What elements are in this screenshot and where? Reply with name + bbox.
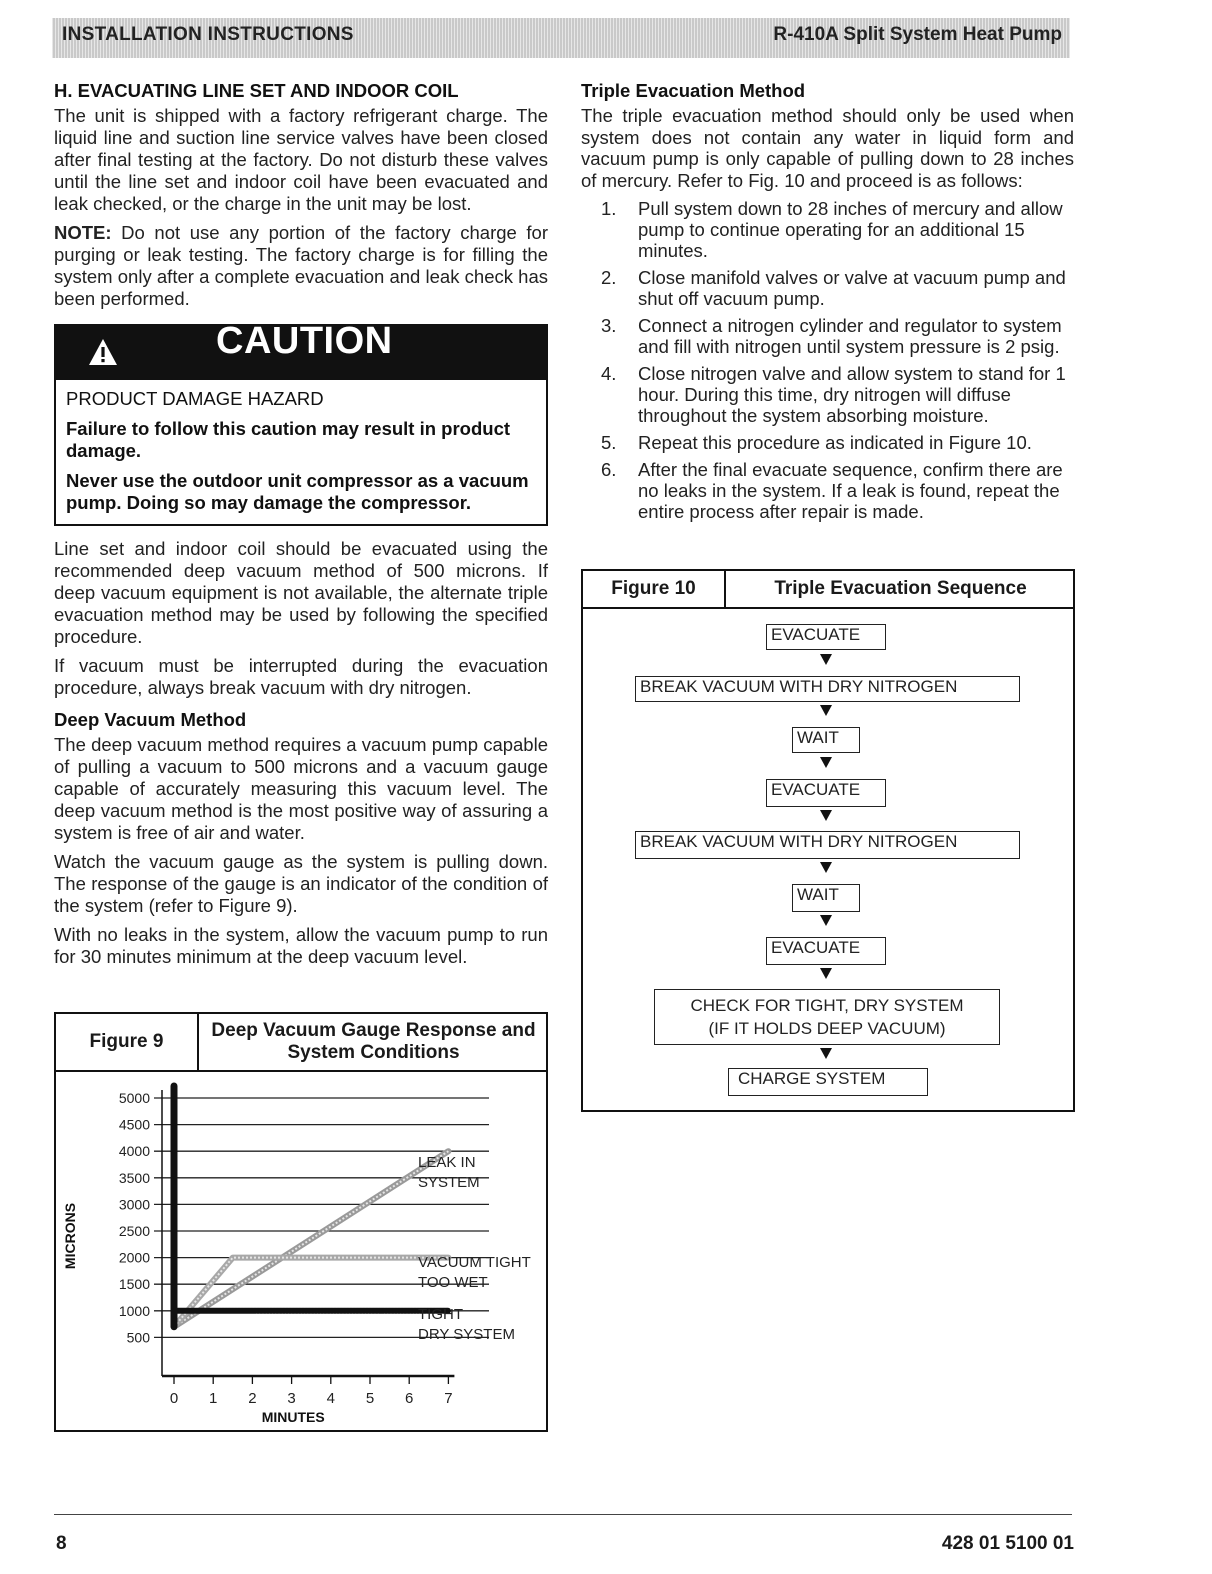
y-tick-label: 3500 xyxy=(118,1169,150,1186)
x-axis-title: MINUTES xyxy=(261,1409,325,1425)
note-paragraph xyxy=(54,222,548,310)
y-tick-label: 2500 xyxy=(118,1223,150,1239)
document-number: 428 01 5100 01 xyxy=(941,1533,1074,1554)
caution-line-2: Never use the outdoor unit compressor as a vacuum pump. Doing so may damage the compressor. xyxy=(66,470,529,513)
y-tick-label: 5000 xyxy=(118,1090,150,1106)
flow-arrow xyxy=(820,1048,832,1059)
figure-10-caption xyxy=(583,571,1073,609)
series-label: SYSTEM xyxy=(418,1174,480,1191)
flow-evacuate-3: EVACUATE xyxy=(766,937,886,965)
triple-intro: The triple evacuation method should only be used when system does not contain any water in liquid form and vacuum pump is only capable of pulling down to 28 inches of mercury. Refer to Fig. 10 and proceed is as follows: xyxy=(581,105,1074,191)
flow-arrow xyxy=(820,705,832,716)
figure-9-title: Deep Vacuum Gauge Response and System Conditions xyxy=(211,1020,536,1063)
flow-check xyxy=(654,989,1000,1045)
paragraph-deep-vacuum: The deep vacuum method requires a vacuum pump capable of pulling a vacuum to 500 microns and a vacuum gauge capable of accurately measuring this vacuum level. The deep vacuum method is the most positive way of assuring a system is free of air and water. xyxy=(54,734,548,843)
series-too-wet-line xyxy=(174,1258,448,1327)
vacuum-chart xyxy=(56,1014,546,1430)
y-tick-label: 500 xyxy=(126,1329,150,1346)
x-tick-label: 3 xyxy=(287,1390,296,1407)
note-text: Do not use any portion of the factory charge for purging or leak testing. The factory charge is for filling the system only after a complete evacuation and leak check has been performed. xyxy=(54,222,548,309)
step-item: 5. Repeat this procedure as indicated in Figure 10. xyxy=(601,432,1032,453)
series-label: TIGHT xyxy=(418,1306,463,1323)
header-product: R-410A Split System Heat Pump xyxy=(773,24,1062,45)
paragraph-interrupted: If vacuum must be interrupted during the evacuation procedure, always break vacuum with dry nitrogen. xyxy=(54,655,548,698)
series-label: DRY SYSTEM xyxy=(418,1326,515,1343)
figure-9-label: Figure 9 xyxy=(56,1014,199,1070)
x-tick-label: 6 xyxy=(405,1390,414,1407)
flow-wait-2: WAIT xyxy=(792,884,860,912)
flow-arrow xyxy=(820,810,832,821)
paragraph-no-leaks: With no leaks in the system, allow the vacuum pump to run for 30 minutes minimum at the deep vacuum level. xyxy=(54,924,548,967)
header-title: INSTALLATION INSTRUCTIONS xyxy=(62,24,354,45)
step-item: 2. Close manifold valves or valve at vacuum pump and shut off vacuum pump. xyxy=(601,267,1066,309)
flow-wait-1: WAIT xyxy=(792,727,860,753)
y-axis-title: MICRONS xyxy=(62,1202,78,1270)
flow-arrow xyxy=(820,968,832,979)
left-column xyxy=(54,80,548,975)
deep-vacuum-heading: Deep Vacuum Method xyxy=(54,709,247,730)
y-tick-label: 4000 xyxy=(118,1143,150,1160)
flow-evacuate-1: EVACUATE xyxy=(766,624,886,650)
note-label: NOTE: xyxy=(54,222,112,243)
y-tick-label: 2000 xyxy=(118,1249,150,1266)
warning-triangle-icon xyxy=(88,338,118,366)
caution-line-1: Failure to follow this caution may result in product damage. xyxy=(66,418,511,461)
flow-arrow xyxy=(820,862,832,873)
flow-break-1: BREAK VACUUM WITH DRY NITROGEN xyxy=(635,676,1020,702)
y-tick-label: 1000 xyxy=(118,1302,150,1319)
series-label: LEAK IN xyxy=(418,1154,476,1171)
x-tick-label: 4 xyxy=(326,1390,335,1407)
y-tick-label: 4500 xyxy=(118,1116,150,1133)
section-heading: H. EVACUATING LINE SET AND INDOOR COIL xyxy=(54,80,459,101)
series-label: TOO WET xyxy=(418,1274,488,1291)
step-item: 1. Pull system down to 28 inches of mercury and allow pump to continue operating for an additional 15 minutes. xyxy=(601,198,1063,261)
check-line-2: (IF IT HOLDS DEEP VACUUM) xyxy=(708,1019,946,1038)
flow-charge: CHARGE SYSTEM xyxy=(728,1068,928,1096)
caution-header xyxy=(56,320,546,380)
figure-9 xyxy=(54,1012,548,1432)
hazard-title: PRODUCT DAMAGE HAZARD xyxy=(66,388,324,409)
caution-word: CAUTION xyxy=(216,320,393,362)
x-tick-label: 7 xyxy=(444,1390,453,1407)
caution-body xyxy=(56,380,546,524)
paragraph-evacuated: Line set and indoor coil should be evacuated using the recommended deep vacuum method of 500 microns. If deep vacuum equipment is not available, the alternate triple evacuation method may be used by following the specified procedure. xyxy=(54,538,548,647)
x-tick-label: 2 xyxy=(248,1390,257,1407)
footer-rule xyxy=(54,1514,1072,1515)
paragraph-watch-gauge: Watch the vacuum gauge as the system is pulling down. The response of the gauge is an indicator of the condition of the system (refer to Figure 9). xyxy=(54,851,548,916)
steps-list xyxy=(581,198,1074,522)
caution-box xyxy=(54,320,548,526)
figure-10 xyxy=(581,569,1075,1112)
step-item: 3. Connect a nitrogen cylinder and regulator to system and fill with nitrogen until system pressure is 2 psig. xyxy=(601,315,1062,357)
y-tick-label: 1500 xyxy=(118,1276,150,1293)
x-tick-label: 5 xyxy=(365,1390,375,1407)
x-tick-label: 0 xyxy=(169,1390,179,1407)
flow-arrow xyxy=(820,654,832,665)
page-number: 8 xyxy=(56,1533,67,1554)
series-label: VACUUM TIGHT xyxy=(418,1254,531,1271)
step-item: 6. After the final evacuate sequence, confirm there are no leaks in the system. If a leak is found, repeat the entire process after repair is made. xyxy=(601,459,1063,522)
right-column xyxy=(581,80,1074,528)
step-item: 4. Close nitrogen valve and allow system to stand for 1 hour. During this time, dry nitrogen will diffuse throughout the system absorbing moisture. xyxy=(601,363,1066,426)
flow-arrow xyxy=(820,757,832,768)
series-too-wet-line-texture xyxy=(174,1258,448,1327)
check-line-1: CHECK FOR TIGHT, DRY SYSTEM xyxy=(690,996,964,1015)
header-band xyxy=(52,18,1070,58)
paragraph-shipped: The unit is shipped with a factory refrigerant charge. The liquid line and suction line service valves have been closed after final testing at the factory. Do not disturb these valves until the line set and indoor coil have been evacuated and leak checked, or the charge in the unit may be lost. xyxy=(54,105,548,214)
flow-evacuate-2: EVACUATE xyxy=(766,779,886,807)
flow-arrow xyxy=(820,915,832,926)
flow-break-2: BREAK VACUUM WITH DRY NITROGEN xyxy=(635,831,1020,859)
x-tick-label: 1 xyxy=(209,1390,218,1407)
figure-10-title: Triple Evacuation Sequence xyxy=(774,578,1027,599)
y-tick-label: 3000 xyxy=(118,1196,150,1213)
triple-heading: Triple Evacuation Method xyxy=(581,80,806,101)
figure-10-label: Figure 10 xyxy=(583,571,726,607)
